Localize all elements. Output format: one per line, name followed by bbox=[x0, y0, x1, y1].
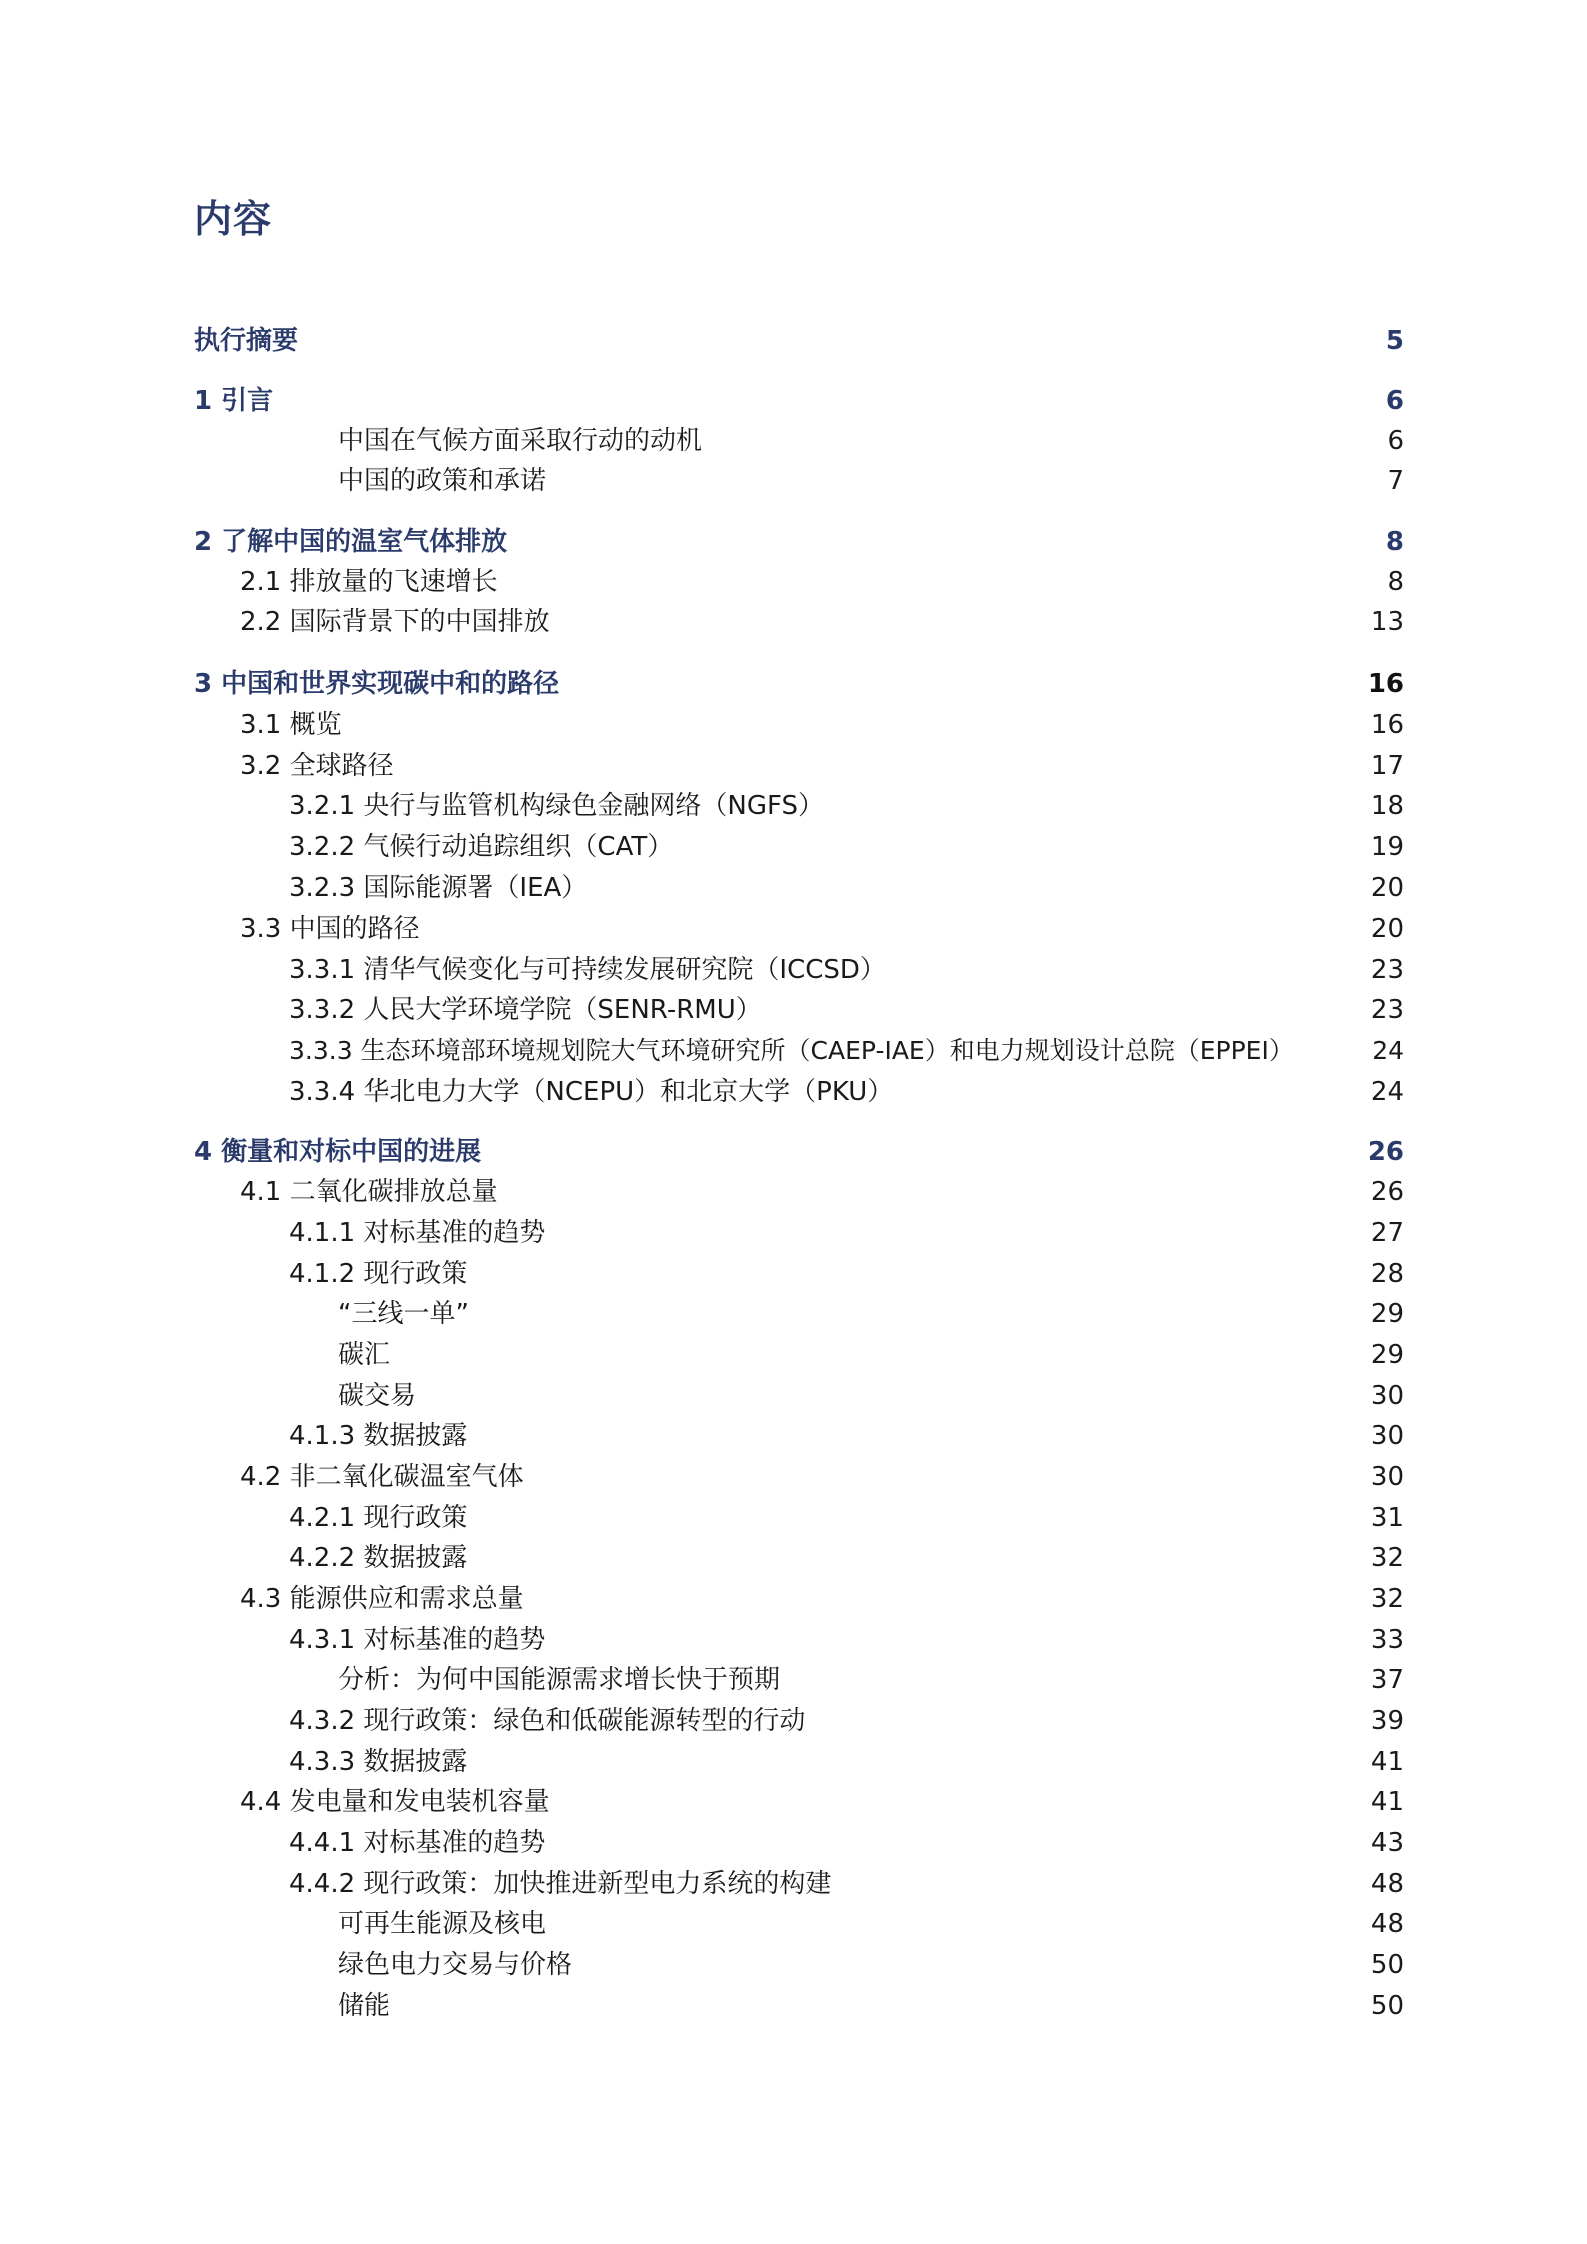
toc-entry-label: 绿色电力交易与价格 bbox=[338, 1950, 573, 1980]
toc-entry-label: 3.2 全球路径 bbox=[240, 751, 394, 781]
toc-page-number: 17 bbox=[1370, 751, 1404, 781]
toc-page-number: 13 bbox=[1370, 607, 1404, 637]
toc-entry-label: 2.2 国际背景下的中国排放 bbox=[240, 607, 550, 637]
toc-page-number: 32 bbox=[1370, 1584, 1404, 1614]
toc-subsection[interactable] bbox=[0, 868, 1587, 908]
toc-entry-label: 4.2 非二氧化碳温室气体 bbox=[240, 1462, 524, 1492]
toc-entry-label: 4.2.1 现行政策 bbox=[289, 1503, 468, 1533]
toc-section[interactable] bbox=[0, 1579, 1587, 1619]
toc-topic[interactable] bbox=[0, 1904, 1587, 1944]
toc-page-number: 39 bbox=[1370, 1706, 1404, 1736]
toc-page-number: 48 bbox=[1370, 1909, 1404, 1939]
toc-entry-label: 中国在气候方面采取行动的动机 bbox=[338, 426, 703, 456]
toc-page-number: 29 bbox=[1370, 1340, 1404, 1370]
toc-topic[interactable] bbox=[0, 1294, 1587, 1334]
toc-entry-label: 3.2.3 国际能源署（IEA） bbox=[289, 873, 588, 903]
toc-subsection[interactable] bbox=[0, 1823, 1587, 1863]
toc-subsection[interactable] bbox=[0, 1254, 1587, 1294]
toc-page-number: 30 bbox=[1370, 1462, 1404, 1492]
toc-subsection[interactable] bbox=[0, 1620, 1587, 1660]
toc-entry-label: 执行摘要 bbox=[194, 326, 299, 356]
toc-chapter[interactable] bbox=[0, 664, 1587, 704]
toc-entry-label: 4.3.2 现行政策：绿色和低碳能源转型的行动 bbox=[289, 1706, 806, 1736]
toc-topic[interactable] bbox=[0, 1986, 1587, 2026]
toc-section[interactable] bbox=[0, 1782, 1587, 1822]
toc-subsection[interactable] bbox=[0, 950, 1587, 990]
toc-page-number: 26 bbox=[1370, 1177, 1404, 1207]
toc-page-number: 41 bbox=[1370, 1787, 1404, 1817]
toc-subsection[interactable] bbox=[0, 1031, 1587, 1071]
toc-entry-label: 4.1 二氧化碳排放总量 bbox=[240, 1177, 498, 1207]
toc-page-number: 8 bbox=[1387, 567, 1404, 597]
toc-entry-label: 储能 bbox=[338, 1991, 391, 2021]
toc-page-number: 37 bbox=[1370, 1665, 1404, 1695]
toc-page-number: 5 bbox=[1385, 326, 1404, 356]
toc-topic[interactable] bbox=[0, 1376, 1587, 1416]
toc-page-number: 6 bbox=[1387, 426, 1404, 456]
toc-section[interactable] bbox=[0, 1457, 1587, 1497]
toc-entry-label: 4.4.2 现行政策：加快推进新型电力系统的构建 bbox=[289, 1869, 832, 1899]
toc-entry-label: 2 了解中国的温室气体排放 bbox=[194, 527, 508, 557]
toc-entry-label: 4.4.1 对标基准的趋势 bbox=[289, 1828, 546, 1858]
toc-topic[interactable] bbox=[0, 1660, 1587, 1700]
toc-subsection[interactable] bbox=[0, 1701, 1587, 1741]
toc-subsection[interactable] bbox=[0, 1416, 1587, 1456]
toc-entry-label: 4.3.3 数据披露 bbox=[289, 1747, 468, 1777]
toc-section[interactable] bbox=[0, 909, 1587, 949]
toc-entry-label: 3.1 概览 bbox=[240, 710, 342, 740]
toc-page-number: 23 bbox=[1370, 955, 1404, 985]
toc-section[interactable] bbox=[0, 705, 1587, 745]
toc-entry-label: 4.3.1 对标基准的趋势 bbox=[289, 1625, 546, 1655]
toc-topic[interactable] bbox=[0, 1945, 1587, 1985]
toc-topic[interactable] bbox=[0, 421, 1587, 461]
toc-section[interactable] bbox=[0, 602, 1587, 642]
toc-page-number: 7 bbox=[1387, 466, 1404, 496]
toc-entry-label: 4.3 能源供应和需求总量 bbox=[240, 1584, 524, 1614]
toc-entry-label: 碳汇 bbox=[338, 1340, 391, 1370]
toc-page-number: 29 bbox=[1370, 1299, 1404, 1329]
toc-topic[interactable] bbox=[0, 1335, 1587, 1375]
toc-page-number: 41 bbox=[1370, 1747, 1404, 1777]
toc-entry-label: 4.4 发电量和发电装机容量 bbox=[240, 1787, 550, 1817]
toc-page-number: 32 bbox=[1370, 1543, 1404, 1573]
toc-section[interactable] bbox=[0, 746, 1587, 786]
toc-page-number: 30 bbox=[1370, 1381, 1404, 1411]
toc-page-number: 24 bbox=[1370, 1077, 1404, 1107]
toc-page-number: 23 bbox=[1370, 995, 1404, 1025]
toc-topic[interactable] bbox=[0, 461, 1587, 501]
toc-entry-label: 分析：为何中国能源需求增长快于预期 bbox=[338, 1665, 781, 1695]
toc-page-number: 6 bbox=[1385, 386, 1404, 416]
toc-subsection[interactable] bbox=[0, 1498, 1587, 1538]
toc-page-number: 50 bbox=[1370, 1991, 1404, 2021]
toc-subsection[interactable] bbox=[0, 1213, 1587, 1253]
toc-section[interactable] bbox=[0, 1172, 1587, 1212]
toc-entry-label: 3.2.1 央行与监管机构绿色金融网络（NGFS） bbox=[289, 791, 825, 821]
toc-subsection[interactable] bbox=[0, 827, 1587, 867]
toc-page-number: 18 bbox=[1370, 791, 1404, 821]
toc-page-number: 16 bbox=[1370, 710, 1404, 740]
toc-subsection[interactable] bbox=[0, 1538, 1587, 1578]
toc-section[interactable] bbox=[0, 562, 1587, 602]
toc-page-number: 31 bbox=[1370, 1503, 1404, 1533]
toc-page-number: 26 bbox=[1367, 1137, 1404, 1167]
toc-entry-label: 3 中国和世界实现碳中和的路径 bbox=[194, 669, 560, 699]
page-title: 内容 bbox=[194, 197, 273, 241]
toc-subsection[interactable] bbox=[0, 990, 1587, 1030]
toc-page-number: 19 bbox=[1370, 832, 1404, 862]
toc-subsection[interactable] bbox=[0, 1864, 1587, 1904]
toc-page-number: 27 bbox=[1370, 1218, 1404, 1248]
toc-page-number: 30 bbox=[1370, 1421, 1404, 1451]
toc-entry-label: 3.3.4 华北电力大学（NCEPU）和北京大学（PKU） bbox=[289, 1077, 894, 1107]
toc-page-number: 28 bbox=[1370, 1259, 1404, 1289]
toc-entry-label: 碳交易 bbox=[338, 1381, 417, 1411]
toc-entry-label: “三线一单” bbox=[338, 1299, 469, 1329]
toc-chapter[interactable] bbox=[0, 381, 1587, 421]
toc-entry-label: 4.2.2 数据披露 bbox=[289, 1543, 468, 1573]
toc-entry-label: 4.1.3 数据披露 bbox=[289, 1421, 468, 1451]
toc-page-number: 33 bbox=[1370, 1625, 1404, 1655]
toc-entry-label: 3.3.1 清华气候变化与可持续发展研究院（ICCSD） bbox=[289, 955, 886, 985]
toc-page-number: 8 bbox=[1385, 527, 1404, 557]
toc-entry-label: 1 引言 bbox=[194, 386, 274, 416]
toc-subsection[interactable] bbox=[0, 1742, 1587, 1782]
toc-entry-label: 3.2.2 气候行动追踪组织（CAT） bbox=[289, 832, 674, 862]
toc-page-number: 43 bbox=[1370, 1828, 1404, 1858]
toc-entry-label: 4 衡量和对标中国的进展 bbox=[194, 1137, 482, 1167]
toc-chapter[interactable] bbox=[0, 522, 1587, 562]
toc-entry-label: 4.1.1 对标基准的趋势 bbox=[289, 1218, 546, 1248]
toc-chapter[interactable] bbox=[0, 1132, 1587, 1172]
toc-entry-label: 2.1 排放量的飞速增长 bbox=[240, 567, 498, 597]
toc-entry-label: 3.3.2 人民大学环境学院（SENR-RMU） bbox=[289, 995, 762, 1025]
toc-subsection[interactable] bbox=[0, 786, 1587, 826]
toc-subsection[interactable] bbox=[0, 1072, 1587, 1112]
toc-entry-label: 3.3 中国的路径 bbox=[240, 914, 420, 944]
toc-entry-label: 4.1.2 现行政策 bbox=[289, 1259, 468, 1289]
toc-page-number: 16 bbox=[1367, 669, 1404, 699]
toc-entry-label: 3.3.3 生态环境部环境规划院大气环境研究所（CAEP-IAE）和电力规划设计总院（EPPEI） bbox=[289, 1036, 1294, 1065]
toc-page-number: 24 bbox=[1372, 1036, 1404, 1065]
toc-entry-label: 中国的政策和承诺 bbox=[338, 466, 547, 496]
toc-page-number: 20 bbox=[1370, 873, 1404, 903]
toc-entry-label: 可再生能源及核电 bbox=[338, 1909, 547, 1939]
toc-page-number: 50 bbox=[1370, 1950, 1404, 1980]
toc-chapter[interactable] bbox=[0, 321, 1587, 361]
toc-page-number: 48 bbox=[1370, 1869, 1404, 1899]
toc-page-number: 20 bbox=[1370, 914, 1404, 944]
